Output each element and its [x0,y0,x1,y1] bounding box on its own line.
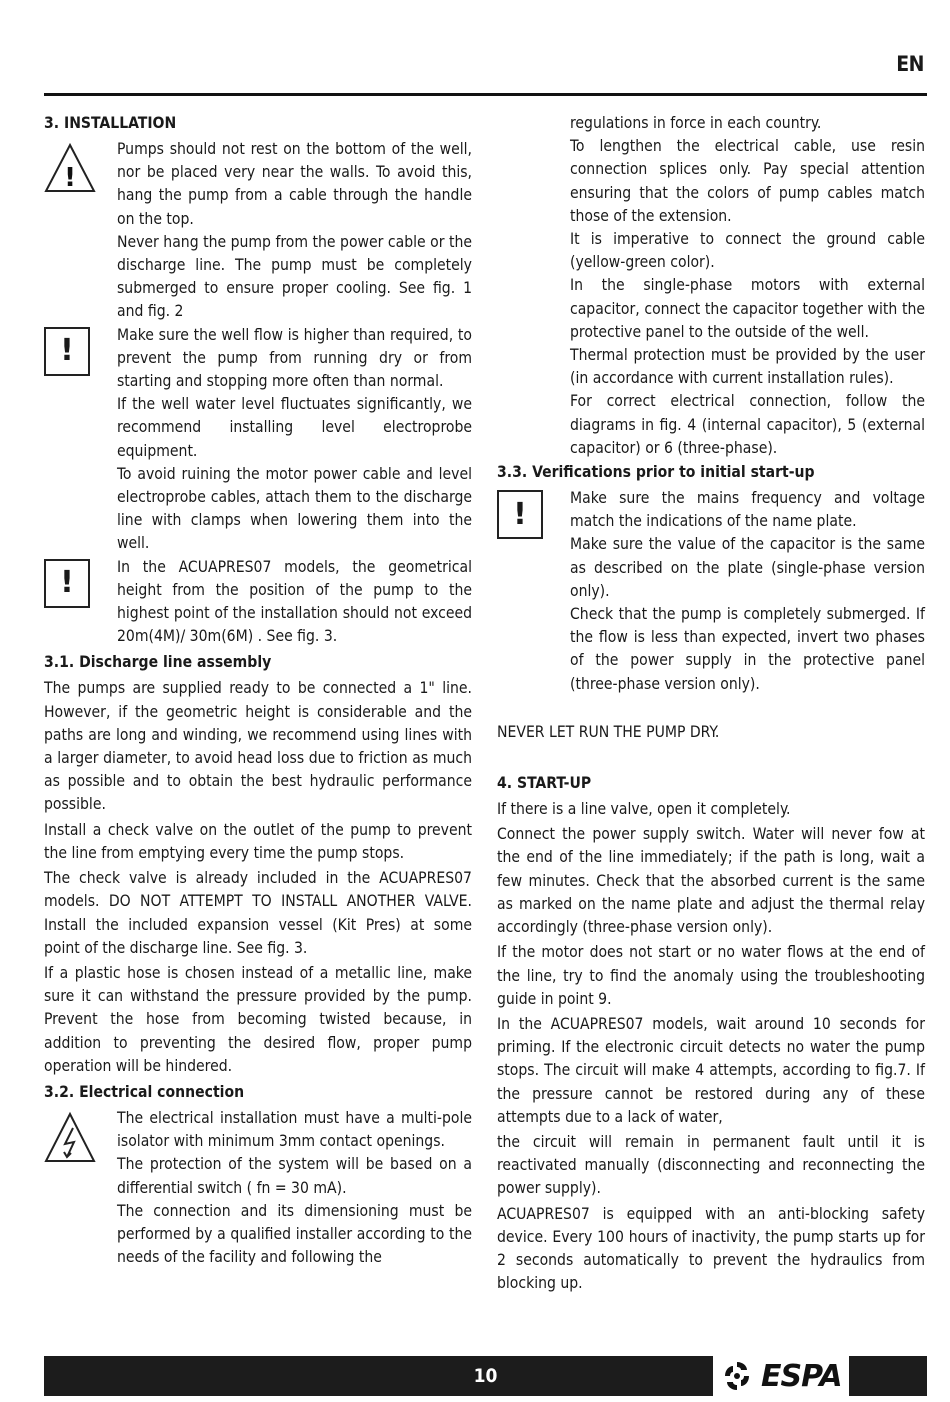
warning-2-text-1: Make sure the well flow is higher than required, to prevent the pump from running dry or from starting and stopping more often than normal. [117,325,472,391]
section-3-1-para-1: The pumps are supplied ready to be connected a 1" line. However, if the geometric height is considerable and the paths are long and winding, we recommend using lines with a larger diameter, to avoid head loss due to friction as much as possible and to obtain the best hydraulic performance possible. [44,679,472,814]
section-3-2-para-1: The electrical installation must have a multi-pole isolator with minimum 3mm contact openings. [117,1108,472,1151]
warning-1-text-1: Pumps should not rest on the bottom of the well, nor be placed very near the walls. To avoid this, hang the pump from a cable through the handle on the top. [117,140,472,228]
section-4-para-2: Connect the power supply switch. Water will never fow at the end of the line immediately; if the path is long, wait a few minutes. Check that the absorbed current is the same as marked on the name plate and adjust the thermal relay accordingly (three-phase version only). [497,825,925,937]
exclamation-mark: ! [513,496,527,532]
section-3-3-title: 3.3. Verifications prior to initial start-up [497,463,815,482]
section-3-title: 3. INSTALLATION [44,114,177,132]
section-3-2-para-5: It is imperative to connect the ground cable (yellow-green color). [570,230,925,272]
section-3-2-para-3-cont: regulations in force in each country. [570,114,822,132]
warning-block-1 [44,138,472,324]
warning-1-text-2: Never hang the pump from the power cable or the discharge line. The pump must be completely submerged to ensure proper cooling. See fig. 1 and fig. 2 [117,232,472,321]
page-number: 10 [473,1365,498,1387]
exclamation-mark: ! [60,565,74,601]
verification-warning-block [497,487,925,696]
section-3-2-title: 3.2. Electrical connection [44,1082,245,1101]
exclamation-box-icon [44,327,90,376]
electric-hazard-icon [44,1111,96,1165]
svg-text:!: ! [64,163,76,193]
warning-block-2 [44,324,472,556]
section-3-3-para-2: Make sure the value of the capacitor is the same as described on the plate (single-phase version only). [570,535,925,600]
language-label: EN [896,52,924,76]
warning-2-text-2: If the well water level fluctuates significantly, we recommend installing level electroprobe equipment. [117,395,472,460]
section-3-2-para-7: Thermal protection must be provided by the user (in accordance with current installation rules). [570,346,925,388]
section-3-3-para-1: Make sure the mains frequency and voltage match the indications of the name plate. [570,489,925,531]
exclamation-box-icon [497,490,543,539]
espa-logo-text: ESPA [761,1358,842,1394]
section-4-title: 4. START-UP [497,774,592,793]
section-4-para-6: ACUAPRES07 is equipped with an anti-blocking safety device. Every 100 hours of inactivity, the pump starts up for 2 seconds automatically to prevent the hydraulics from blocking up. [497,1204,925,1293]
footer-bar [44,1356,927,1396]
section-3-2-para-4: To lengthen the electrical cable, use resin connection splices only. Pay special attention ensuring that the colors of pump cables match those of the extension. [570,137,925,225]
left-column [44,112,472,1269]
exclamation-mark: ! [60,333,74,369]
warning-triangle-icon [44,142,96,194]
section-4-para-5: the circuit will remain in permanent fault until it is reactivated manually (disconnecting and reconnecting the power supply). [497,1132,925,1198]
never-run-dry-notice: NEVER LET RUN THE PUMP DRY. [497,722,720,741]
section-4-para-4: In the ACUAPRES07 models, wait around 10 seconds for priming. If the electronic circuit detects no water the pump stops. The circuit will make 4 attempts, according to fig.7. If the pressure cannot be restored during any of these attempts due to a lack of water, [497,1014,925,1126]
section-3-1-para-4: If a plastic hose is chosen instead of a metallic line, make sure it can withstand the pressure provided by the pump. Prevent the hose from becoming twisted because, in addition to preventing the desired flow, proper pump operation will be hindered. [44,963,472,1075]
section-3-1-para-3: The check valve is already included in the ACUAPRES07 models. DO NOT ATTEMPT TO INSTALL ANOTHER VALVE. Install the included expansion vessel (Kit Pres) at some point of the discharge line. See fig. 3. [44,869,472,957]
section-3-3-para-3: Check that the pump is completely submerged. If the flow is less than expected, invert two phases of the power supply in the protective panel (three-phase version only). [570,605,925,693]
espa-logo-icon [717,1358,757,1394]
exclamation-box-icon [44,559,90,608]
section-3-1-title: 3.1. Discharge line assembly [44,653,272,672]
section-4-para-1: If there is a line valve, open it completely. [497,800,791,819]
warning-2-text-3: To avoid ruining the motor power cable and level electroprobe cables, attach them to the discharge line with clamps when lowering them into the well. [117,464,472,553]
section-3-1-para-2: Install a check valve on the outlet of the pump to prevent the line from emptying every time the pump stops. [44,820,472,862]
section-3-2-para-6: In the single-phase motors with external capacitor, connect the capacitor together with the protective panel to the outside of the well. [570,276,925,341]
right-column [497,112,925,1295]
warning-3-text-1: In the ACUAPRES07 models, the geometrical height from the position of the pump to the highest point of the installation should not exceed 20m(4M)/ 30m(6M) . See fig. 3. [117,557,472,646]
header-rule [44,93,927,96]
espa-logo [713,1356,849,1396]
electrical-warning-block [44,1107,472,1269]
section-3-2-para-3: The connection and its dimensioning must be performed by a qualified installer according to the needs of the facility and following the [117,1201,472,1267]
section-3-2-para-2: The protection of the system will be based on a differential switch ( fn = 30 mA). [117,1155,472,1197]
warning-block-3 [44,556,472,649]
section-3-2-para-8: For correct electrical connection, follow the diagrams in fig. 4 (internal capacitor), 5 (external capacitor) or 6 (three-phase). [570,392,925,457]
section-4-para-3: If the motor does not start or no water flows at the end of the line, try to find the anomaly using the troubleshooting guide in point 9. [497,943,925,1008]
